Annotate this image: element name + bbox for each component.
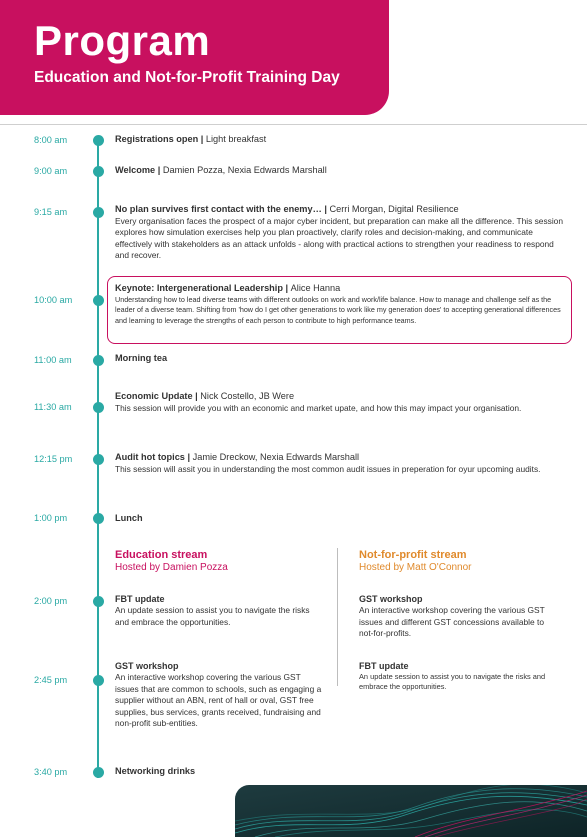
session-keynote: Keynote: Intergenerational Leadership | Alice Hanna Understanding how to lead diverse teams with different outlooks on work and work/life balance. How to manage and challenge self as the leader of a diverse team. Shifting from 'how do I get other generations to work like my generation does' to accepting generational differences and learning to leverage the strengths of each person to contribute to high performance teams.	[115, 282, 565, 326]
session-description: Understanding how to lead diverse teams with different outlooks on work and work/life balance. How to manage and challenge self as the leader of a diverse team. Shifting from 'how do I get other generations to work like my generation does' to accepting generational differences and learning to leverage the strengths of each person to contribute to high performance teams.	[115, 294, 561, 325]
timeline-dot	[93, 513, 104, 524]
nfp-stream-host: Hosted by Matt O'Connor	[359, 562, 472, 573]
program-header	[0, 0, 389, 115]
session-description: This session will provide you with an economic and market upate, and how this may impact your organisation.	[115, 402, 522, 413]
page-title: Program	[34, 17, 211, 64]
time-label: 8:00 am	[34, 135, 68, 145]
time-label: 12:15 pm	[34, 454, 73, 464]
time-label: 11:00 am	[34, 355, 72, 365]
time-label: 11:30 am	[34, 402, 72, 412]
timeline-dot	[93, 454, 104, 465]
session-morning-tea: Morning tea	[115, 353, 168, 363]
timeline-dot	[93, 135, 104, 146]
session-cyber: No plan survives first contact with the enemy… | Cerri Morgan, Digital Resilience Every organisation faces the prospect of a major cyber incident, but preparation can make all the difference. This session explores how simulation exercises help you plan proactively, clarify roles and decision-making, and communicate effectively with stakeholders as an attack unfolds - along with practical actions to strengthen your readiness to respond and recover.	[115, 204, 563, 261]
timeline-dot	[93, 675, 104, 686]
timeline-dot	[93, 402, 104, 413]
timeline-dot	[93, 207, 104, 218]
education-gst-session: GST workshop An interactive workshop covering the various GST issues that are common to schools, such as engaging a supplier without an ABN, rent of hall or oval, GST free supplies, bus services, grants received, fundraising and non-profit sub-entities.	[115, 661, 322, 729]
timeline-dot	[93, 596, 104, 607]
nfp-stream-title: Not-for-profit stream	[359, 549, 467, 561]
header-rule	[0, 124, 587, 125]
page-subtitle: Education and Not-for-Profit Training Day	[34, 69, 340, 86]
time-label: 2:45 pm	[34, 675, 68, 685]
nfp-fbt-session: FBT update An update session to assist you to navigate the risks and embrace the opportunities.	[359, 661, 546, 692]
time-label: 10:00 am	[34, 295, 73, 305]
timeline-dot	[93, 767, 104, 778]
time-label: 3:40 pm	[34, 767, 68, 777]
timeline-dot	[93, 295, 104, 306]
decorative-wave-graphic	[235, 785, 587, 837]
session-economic: Economic Update | Nick Costello, JB Were This session will provide you with an economic and market upate, and how this may impact your organisation.	[115, 390, 565, 414]
education-fbt-session: FBT update An update session to assist you to navigate the risks and embrace the opportunities.	[115, 594, 310, 627]
session-audit: Audit hot topics | Jamie Dreckow, Nexia Edwards Marshall This session will assit you in understanding the most common audit issues in preperation for oyur upcoming audits.	[115, 451, 565, 475]
timeline-dot	[93, 166, 104, 177]
nfp-gst-session: GST workshop An interactive workshop covering the various GST issues and different GST concessions available to not-for-profits.	[359, 594, 545, 639]
time-label: 1:00 pm	[34, 513, 68, 523]
time-label: 9:00 am	[34, 166, 68, 176]
education-stream-host: Hosted by Damien Pozza	[115, 562, 228, 573]
session-description: This session will assit you in understanding the most common audit issues in preperation for oyur upcoming audits.	[115, 463, 541, 474]
stream-divider	[337, 548, 338, 686]
session-lunch: Lunch	[115, 513, 143, 523]
session-networking: Networking drinks	[115, 766, 196, 776]
session-description: Every organisation faces the prospect of a major cyber incident, but preparation can make all the difference. This session explores how simulation exercises help you plan proactively, clarify roles and decision-making, and communicate effectively with stakeholders as an attack unfolds - along with practical actions to strengthen your readiness to respond and recover.	[115, 215, 563, 261]
time-label: 9:15 am	[34, 207, 68, 217]
time-label: 2:00 pm	[34, 596, 68, 606]
timeline-dot	[93, 355, 104, 366]
education-stream-title: Education stream	[115, 549, 208, 561]
session-welcome: Welcome | Damien Pozza, Nexia Edwards Marshall	[115, 165, 327, 175]
session-registrations: Registrations open | Light breakfast	[115, 134, 267, 144]
